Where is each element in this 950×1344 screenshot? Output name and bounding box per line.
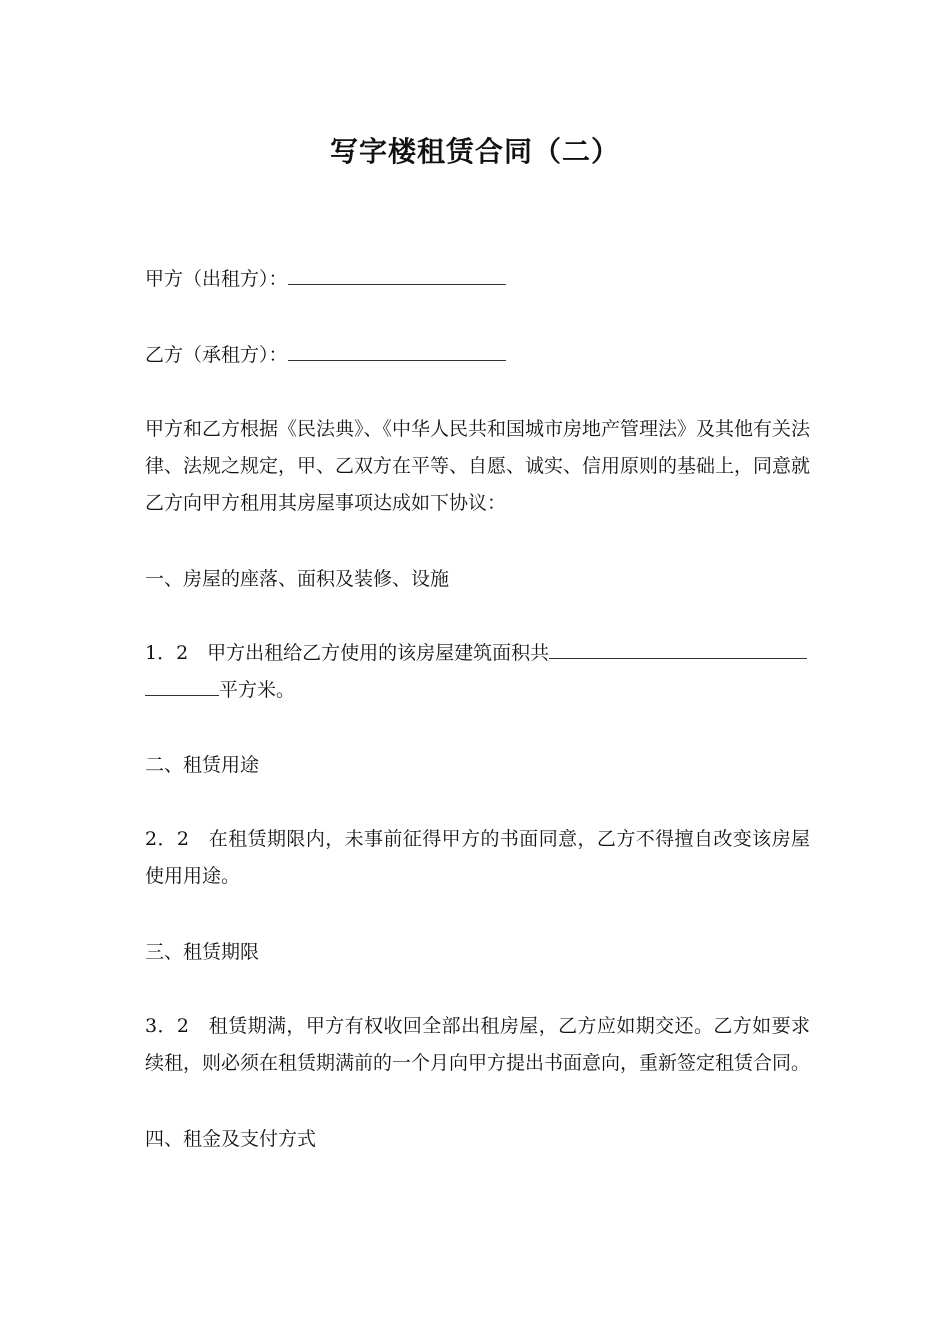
clause-1-2-line2 bbox=[145, 671, 810, 709]
area-blank-part1[interactable] bbox=[549, 636, 807, 659]
document-title: 写字楼租赁合同（二） bbox=[329, 135, 620, 168]
section2-heading: 二、租赁用途 bbox=[145, 754, 260, 776]
party-b-label: 乙方（承租方）： bbox=[145, 344, 288, 366]
clause-2-2: 2．2 在租赁期限内，未事前征得甲方的书面同意，乙方不得擅自改变该房屋使用用途。 bbox=[145, 828, 810, 887]
section1-heading: 一、房屋的座落、面积及装修、设施 bbox=[145, 568, 450, 590]
clause-1-2-prefix: 1．2 甲方出租给乙方使用的该房屋建筑面积共 bbox=[145, 642, 550, 664]
party-b-blank[interactable] bbox=[288, 338, 506, 361]
clause-1-2-suffix: 平方米。 bbox=[219, 679, 296, 701]
section3-heading: 三、租赁期限 bbox=[145, 941, 260, 963]
party-a-label: 甲方（出租方）： bbox=[145, 268, 288, 290]
area-blank-part2[interactable] bbox=[145, 673, 219, 696]
intro-paragraph: 甲方和乙方根据《民法典》、《中华人民共和国城市房地产管理法》及其他有关法律、法规之规定，甲、乙双方在平等、自愿、诚实、信用原则的基础上，同意就乙方向甲方租用其房屋事项达成如下协议： bbox=[145, 418, 811, 514]
party-a-blank[interactable] bbox=[288, 262, 506, 285]
party-a-line bbox=[145, 260, 810, 298]
clause-1-2-line1 bbox=[145, 634, 810, 672]
section4-heading: 四、租金及支付方式 bbox=[145, 1128, 317, 1150]
clause-3-2: 3．2 租赁期满，甲方有权收回全部出租房屋，乙方应如期交还。乙方如要求续租，则必须在租赁期满前的一个月向甲方提出书面意向，重新签定租赁合同。 bbox=[145, 1015, 811, 1074]
party-b-line bbox=[145, 336, 810, 374]
